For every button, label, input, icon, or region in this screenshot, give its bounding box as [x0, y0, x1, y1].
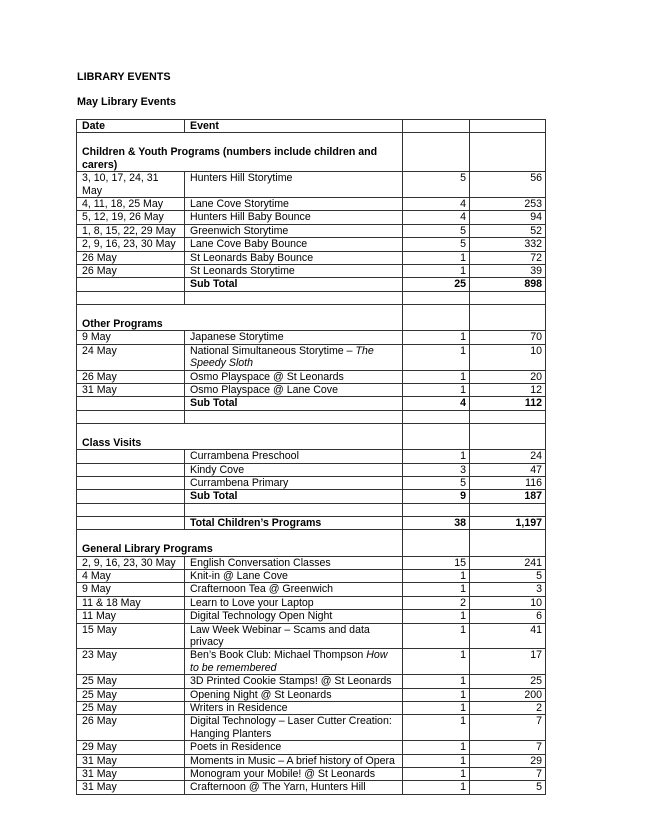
spacer-row: [77, 503, 546, 516]
date-cell: 23 May: [77, 649, 185, 675]
event-name: Moments in Music – A brief history of Opera: [190, 754, 395, 767]
table-row: [77, 781, 546, 794]
total-row: [77, 490, 546, 503]
event-cell: [185, 238, 403, 251]
table-header-row: [77, 120, 546, 133]
attendance-cell: 332: [470, 238, 546, 251]
date-cell: 9 May: [77, 583, 185, 596]
sessions-cell: 1: [403, 450, 470, 463]
attendance-cell: 1,197: [470, 516, 546, 529]
event-name: Osmo Playspace @ Lane Cove: [190, 383, 338, 396]
event-name: Writers in Residence: [190, 702, 288, 715]
event-name: Law Week Webinar – Scams and data privacy: [190, 623, 370, 648]
attendance-cell: 24: [470, 450, 546, 463]
attendance-cell: 39: [470, 265, 546, 278]
attendance-cell: 70: [470, 331, 546, 344]
table-row: [77, 675, 546, 688]
attendance-cell: 72: [470, 251, 546, 264]
total-row: [77, 516, 546, 529]
event-name: English Conversation Classes: [190, 556, 331, 569]
table-row: [77, 370, 546, 383]
table-row: [77, 344, 546, 370]
event-cell: [185, 265, 403, 278]
table-row: [77, 476, 546, 489]
date-cell: 11 May: [77, 610, 185, 623]
event-name: Greenwich Storytime: [190, 224, 289, 237]
sessions-cell: 2: [403, 596, 470, 609]
event-cell: [185, 463, 403, 476]
total-row: [77, 397, 546, 410]
attendance-cell: 20: [470, 370, 546, 383]
event-cell: [185, 556, 403, 569]
table-row: [77, 556, 546, 569]
sessions-cell: 1: [403, 741, 470, 754]
event-cell: [185, 331, 403, 344]
section-header-row: [77, 304, 546, 330]
date-cell: 31 May: [77, 768, 185, 781]
table-row: [77, 238, 546, 251]
attendance-cell: 47: [470, 463, 546, 476]
date-cell: 24 May: [77, 344, 185, 370]
table-row: [77, 741, 546, 754]
spacer-row: [77, 291, 546, 304]
empty-cell: [470, 291, 546, 304]
event-name: Ben’s Book Club: Michael Thompson: [190, 649, 367, 662]
event-cell: [185, 278, 403, 291]
sessions-cell: 1: [403, 781, 470, 794]
event-cell: [185, 211, 403, 224]
header-attendance: [470, 120, 546, 133]
empty-cell: [403, 503, 470, 516]
event-cell: [185, 397, 403, 410]
empty-cell: [77, 291, 185, 304]
table-row: [77, 383, 546, 396]
event-name: Crafternoon Tea @ Greenwich: [190, 583, 334, 596]
sessions-cell: 1: [403, 623, 470, 649]
date-cell: 29 May: [77, 741, 185, 754]
attendance-cell: 12: [470, 383, 546, 396]
date-cell: [77, 450, 185, 463]
section-label: General Library Programs: [77, 530, 403, 556]
section-label: Class Visits: [77, 423, 403, 449]
date-cell: 5, 12, 19, 26 May: [77, 211, 185, 224]
event-name: Opening Night @ St Leonards: [190, 688, 332, 701]
date-cell: 31 May: [77, 754, 185, 767]
date-cell: 25 May: [77, 688, 185, 701]
empty-cell: [403, 133, 470, 172]
date-cell: 9 May: [77, 331, 185, 344]
date-cell: [77, 463, 185, 476]
attendance-cell: 52: [470, 224, 546, 237]
empty-cell: [403, 423, 470, 449]
attendance-cell: 29: [470, 754, 546, 767]
date-cell: 25 May: [77, 675, 185, 688]
date-cell: [77, 397, 185, 410]
event-cell: [185, 476, 403, 489]
date-cell: 11 & 18 May: [77, 596, 185, 609]
table-row: [77, 331, 546, 344]
event-cell: [185, 490, 403, 503]
sessions-cell: 1: [403, 715, 470, 741]
table-row: [77, 172, 546, 198]
header-sessions: [403, 120, 470, 133]
empty-cell: [403, 304, 470, 330]
attendance-cell: 898: [470, 278, 546, 291]
sessions-cell: 1: [403, 344, 470, 370]
table-row: [77, 198, 546, 211]
date-cell: [77, 490, 185, 503]
date-cell: 26 May: [77, 251, 185, 264]
sessions-cell: 1: [403, 583, 470, 596]
sessions-cell: 1: [403, 675, 470, 688]
attendance-cell: 6: [470, 610, 546, 623]
empty-cell: [470, 304, 546, 330]
sessions-cell: 4: [403, 198, 470, 211]
date-cell: [77, 278, 185, 291]
empty-cell: [185, 291, 403, 304]
empty-cell: [77, 503, 185, 516]
event-name: Sub Total: [190, 490, 238, 503]
attendance-cell: 112: [470, 397, 546, 410]
sessions-cell: 1: [403, 251, 470, 264]
date-cell: 3, 10, 17, 24, 31 May: [77, 172, 185, 198]
event-cell: [185, 370, 403, 383]
attendance-cell: 5: [470, 569, 546, 582]
attendance-cell: 94: [470, 211, 546, 224]
event-name: Sub Total: [190, 397, 238, 410]
event-cell: [185, 383, 403, 396]
sessions-cell: 5: [403, 476, 470, 489]
empty-cell: [77, 410, 185, 423]
date-cell: 25 May: [77, 702, 185, 715]
event-name: Total Children’s Programs: [190, 516, 322, 529]
event-name: Kindy Cove: [190, 463, 245, 476]
empty-cell: [185, 410, 403, 423]
section-header-row: [77, 423, 546, 449]
table-row: [77, 768, 546, 781]
empty-cell: [470, 530, 546, 556]
sessions-cell: 1: [403, 768, 470, 781]
event-cell: [185, 688, 403, 701]
section-header-row: [77, 133, 546, 172]
event-cell: [185, 649, 403, 675]
event-cell: [185, 768, 403, 781]
table-row: [77, 569, 546, 582]
sessions-cell: 4: [403, 211, 470, 224]
event-cell: [185, 610, 403, 623]
attendance-cell: 2: [470, 702, 546, 715]
empty-cell: [470, 410, 546, 423]
event-cell: [185, 583, 403, 596]
event-cell: [185, 781, 403, 794]
attendance-cell: 116: [470, 476, 546, 489]
sessions-cell: 4: [403, 397, 470, 410]
date-cell: 26 May: [77, 370, 185, 383]
event-title-italic: The Speedy Sloth: [190, 344, 374, 370]
table-row: [77, 265, 546, 278]
attendance-cell: 200: [470, 688, 546, 701]
date-cell: 31 May: [77, 383, 185, 396]
table-row: [77, 688, 546, 701]
table-row: [77, 702, 546, 715]
event-name: Currambena Primary: [190, 476, 289, 489]
table-row: [77, 211, 546, 224]
event-cell: [185, 715, 403, 741]
sessions-cell: 15: [403, 556, 470, 569]
sessions-cell: 5: [403, 238, 470, 251]
date-cell: 1, 8, 15, 22, 29 May: [77, 224, 185, 237]
sessions-cell: 25: [403, 278, 470, 291]
section-label: Other Programs: [77, 304, 403, 330]
section-label: Children & Youth Programs (numbers include children and carers): [77, 133, 403, 172]
table-row: [77, 610, 546, 623]
table-row: [77, 224, 546, 237]
event-name: St Leonards Storytime: [190, 265, 295, 278]
attendance-cell: 5: [470, 781, 546, 794]
sessions-cell: 9: [403, 490, 470, 503]
attendance-cell: 17: [470, 649, 546, 675]
event-name: Learn to Love your Laptop: [190, 596, 314, 609]
attendance-cell: 3: [470, 583, 546, 596]
attendance-cell: 56: [470, 172, 546, 198]
event-name: Digital Technology Open Night: [190, 610, 333, 623]
event-cell: [185, 702, 403, 715]
event-name: Knit-in @ Lane Cove: [190, 569, 288, 582]
event-cell: [185, 224, 403, 237]
table-row: [77, 649, 546, 675]
event-cell: [185, 623, 403, 649]
attendance-cell: 253: [470, 198, 546, 211]
date-cell: 2, 9, 16, 23, 30 May: [77, 238, 185, 251]
date-cell: 4 May: [77, 569, 185, 582]
event-name: St Leonards Baby Bounce: [190, 251, 314, 264]
spacer-row: [77, 410, 546, 423]
event-cell: [185, 344, 403, 370]
total-row: [77, 278, 546, 291]
event-cell: [185, 596, 403, 609]
attendance-cell: 10: [470, 344, 546, 370]
date-cell: 2, 9, 16, 23, 30 May: [77, 556, 185, 569]
event-name: Crafternoon @ The Yarn, Hunters Hill: [190, 781, 366, 794]
sessions-cell: 1: [403, 610, 470, 623]
event-cell: [185, 516, 403, 529]
event-name: National Simultaneous Storytime –: [190, 344, 356, 357]
attendance-cell: 187: [470, 490, 546, 503]
sessions-cell: 1: [403, 569, 470, 582]
sessions-cell: 5: [403, 224, 470, 237]
event-name: Monogram your Mobile! @ St Leonards: [190, 768, 376, 781]
sessions-cell: 1: [403, 383, 470, 396]
event-name: 3D Printed Cookie Stamps! @ St Leonards: [190, 675, 392, 688]
event-cell: [185, 251, 403, 264]
empty-cell: [403, 530, 470, 556]
table-row: [77, 754, 546, 767]
attendance-cell: 7: [470, 741, 546, 754]
event-name: Digital Technology – Laser Cutter Creation: Hanging Planters: [190, 715, 392, 740]
events-table: [76, 119, 546, 795]
event-name: Sub Total: [190, 278, 238, 291]
date-cell: 4, 11, 18, 25 May: [77, 198, 185, 211]
event-cell: [185, 569, 403, 582]
sessions-cell: 1: [403, 265, 470, 278]
event-cell: [185, 172, 403, 198]
event-cell: [185, 754, 403, 767]
table-row: [77, 583, 546, 596]
sessions-cell: 1: [403, 370, 470, 383]
event-name: Japanese Storytime: [190, 331, 284, 344]
date-cell: [77, 516, 185, 529]
sessions-cell: 38: [403, 516, 470, 529]
date-cell: 31 May: [77, 781, 185, 794]
attendance-cell: 241: [470, 556, 546, 569]
table-row: [77, 463, 546, 476]
empty-cell: [403, 410, 470, 423]
sessions-cell: 1: [403, 688, 470, 701]
attendance-cell: 7: [470, 768, 546, 781]
event-name: Lane Cove Storytime: [190, 198, 289, 211]
event-name: Osmo Playspace @ St Leonards: [190, 370, 344, 383]
table-row: [77, 596, 546, 609]
empty-cell: [403, 291, 470, 304]
empty-cell: [185, 503, 403, 516]
attendance-cell: 41: [470, 623, 546, 649]
event-name: Hunters Hill Baby Bounce: [190, 211, 311, 224]
sessions-cell: 5: [403, 172, 470, 198]
event-cell: [185, 198, 403, 211]
event-cell: [185, 450, 403, 463]
sessions-cell: 1: [403, 331, 470, 344]
empty-cell: [470, 423, 546, 449]
sessions-cell: 3: [403, 463, 470, 476]
event-cell: [185, 675, 403, 688]
attendance-cell: 7: [470, 715, 546, 741]
section-subtitle: May Library Events: [77, 96, 177, 108]
section-header-row: [77, 530, 546, 556]
event-name: Poets in Residence: [190, 741, 282, 754]
table-row: [77, 251, 546, 264]
sessions-cell: 1: [403, 754, 470, 767]
event-cell: [185, 741, 403, 754]
empty-cell: [470, 133, 546, 172]
sessions-cell: 1: [403, 702, 470, 715]
event-name: Currambena Preschool: [190, 450, 299, 463]
date-cell: 15 May: [77, 623, 185, 649]
event-title-italic: How to be remembered: [190, 649, 388, 674]
events-table-body: [77, 120, 546, 795]
event-name: Hunters Hill Storytime: [190, 172, 293, 185]
header-date: Date: [77, 120, 185, 133]
header-event: Event: [185, 120, 403, 133]
empty-cell: [470, 503, 546, 516]
attendance-cell: 10: [470, 596, 546, 609]
event-name: Lane Cove Baby Bounce: [190, 238, 308, 251]
page-title: LIBRARY EVENTS: [77, 71, 171, 83]
table-row: [77, 450, 546, 463]
table-row: [77, 623, 546, 649]
table-row: [77, 715, 546, 741]
attendance-cell: 25: [470, 675, 546, 688]
date-cell: 26 May: [77, 265, 185, 278]
sessions-cell: 1: [403, 649, 470, 675]
date-cell: 26 May: [77, 715, 185, 741]
date-cell: [77, 476, 185, 489]
